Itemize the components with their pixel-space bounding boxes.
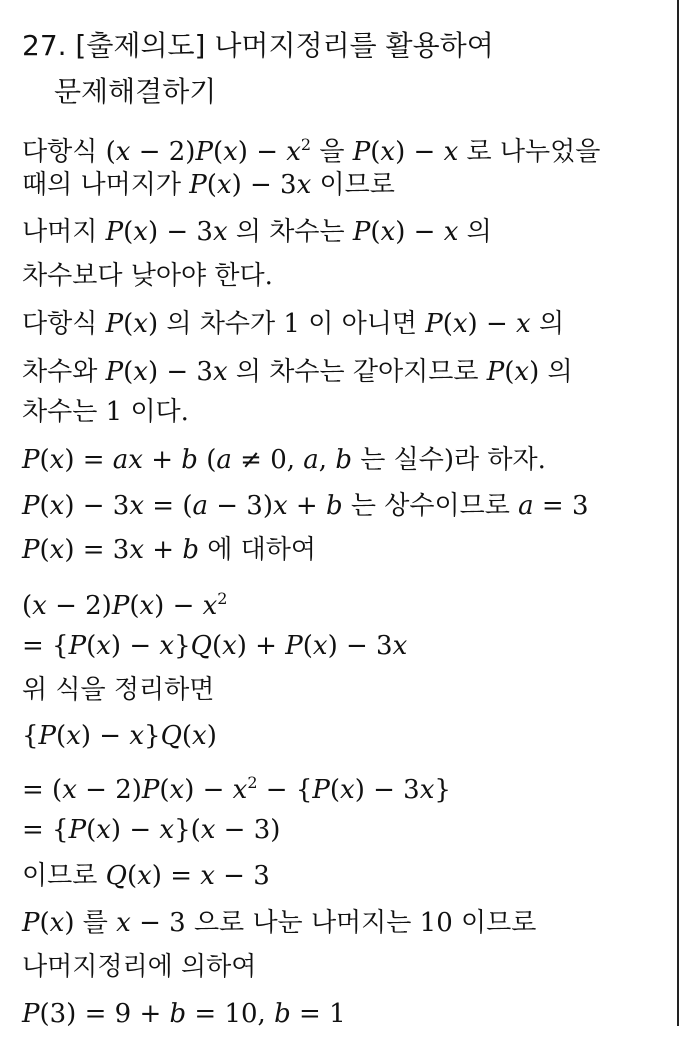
solution-line: P(x) = 3x + b 에 대하여 xyxy=(22,535,316,565)
solution-line: = {P(x) − x}Q(x) + P(x) − 3x xyxy=(22,631,408,661)
solution-line: $(x - 2)P(x) - x^2$ xyxy=(22,589,228,621)
solution-line: {P(x) − x}Q(x) xyxy=(22,721,217,751)
solution-line: 이므로 Q(x) = x − 3 xyxy=(22,861,270,891)
solution-line: P(x) − 3x = (a − 3)x + b 는 상수이므로 a = 3 xyxy=(22,491,589,521)
solution-line: 다항식 P(x) 의 차수가 1 이 아니면 P(x) − x 의 xyxy=(22,309,565,339)
solution-line: 나머지 P(x) − 3x 의 차수는 P(x) − x 의 xyxy=(22,217,492,247)
solution-line: 때의 나머지가 P(x) − 3x 이므로 xyxy=(22,170,395,200)
problem-title-continued: 문제해결하기 xyxy=(54,75,217,108)
solution-line: 위 식을 정리하면 xyxy=(22,675,215,705)
solution-line: P(3) = 9 + b = 10, b = 1 xyxy=(22,999,346,1029)
solution-line: 다항식 $(x - 2)P(x) - x^2$ 을 P(x) − x 로 나누었을 xyxy=(22,135,601,167)
problem-title: 27. [출제의도] 나머지정리를 활용하여 xyxy=(22,29,494,62)
solution-line: = $(x - 2)P(x) - x^2 - \{P(x) - 3x\}$ xyxy=(22,773,451,805)
solution-line: 차수는 1 이다. xyxy=(22,397,189,427)
solution-line: = {P(x) − x}(x − 3) xyxy=(22,815,281,845)
solution-line: 나머지정리에 의하여 xyxy=(22,952,257,982)
solution-line: P(x) = ax + b (a ≠ 0, a, b 는 실수)라 하자. xyxy=(22,445,546,475)
right-border-line xyxy=(677,0,679,1026)
solution-line: 차수와 P(x) − 3x 의 차수는 같아지므로 P(x) 의 xyxy=(22,357,573,387)
solution-line: P(x) 를 x − 3 으로 나눈 나머지는 10 이므로 xyxy=(22,908,537,938)
solution-line: 차수보다 낮아야 한다. xyxy=(22,261,273,291)
